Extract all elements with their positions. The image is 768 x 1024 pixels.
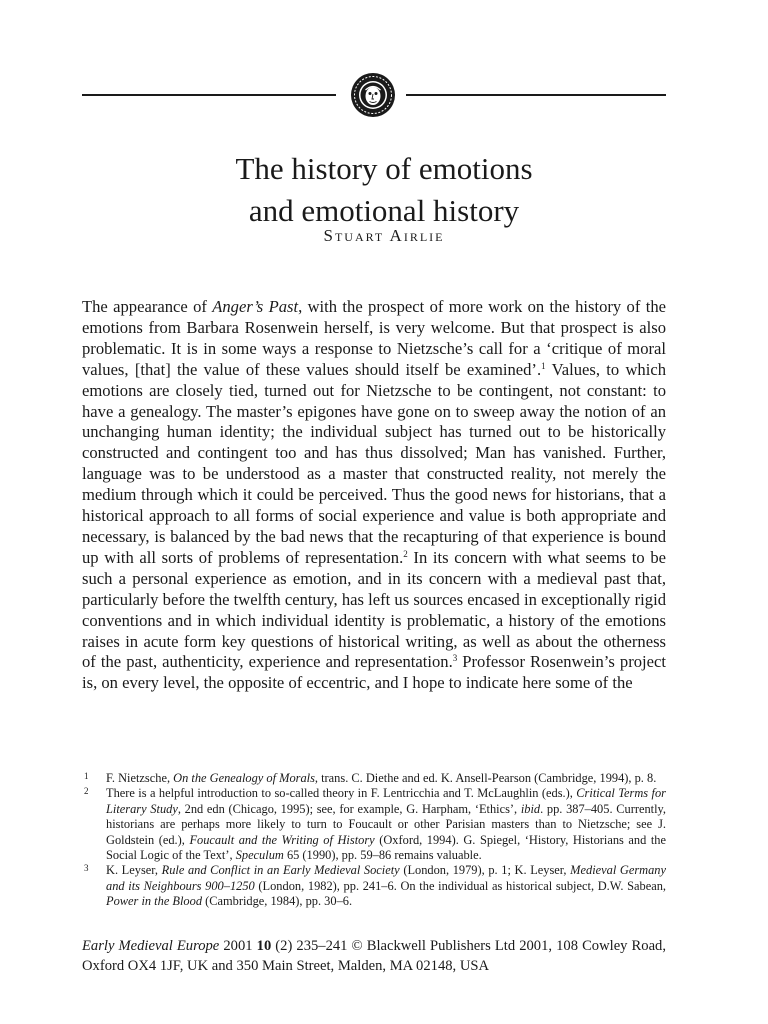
footnote-text: (Cambridge, 1984), pp. 30–6. (202, 894, 353, 909)
footnote-text: , trans. C. Diethe and ed. K. Ansell-Pearson (Cambridge, 1994), p. 8. (314, 771, 657, 785)
footnote-title: Power in the Blood (106, 894, 203, 909)
title-line-1: The history of emotions (235, 151, 533, 186)
book-title: Anger’s Past (212, 297, 299, 316)
journal-name: Early Medieval Europe (82, 938, 220, 954)
footnote-text: F. Nietzsche, (106, 771, 174, 785)
journal-citation (82, 936, 666, 976)
body-text-segment: , with the prospect of more work on the history of the emotions from Barbara Rosenwein herself, is very welcome. But that prospect is also problematic. It is in some ways a response to Nietzsche’s call for a ‘critique of moral values, [that] the value of these values should itself be examined’. (82, 297, 666, 379)
body-paragraph (82, 297, 666, 694)
journal-year: 2001 (219, 938, 257, 954)
footnote-2 (82, 786, 666, 863)
article-title (0, 148, 768, 232)
footnote-1 (82, 771, 666, 786)
footnote-title: ibid (520, 801, 541, 816)
body-text-segment: In its concern with what seems to be such a personal experience as emotion, and in its concern with a medieval past that, particularly before the twelfth century, has left us sources encased in exceptionally rigid conventions and in which individual identity is problematic, a history of the emotions raises in acute form key questions of historical writing, as well as about the otherness of the past, authenticity, experience and representation. (82, 547, 666, 672)
footnote-number: 1 (84, 771, 89, 781)
footnote-title: Foucault and the Writing of History (189, 832, 375, 847)
footnote-text: (Oxford, 1994). G. Spiegel, ‘History, Historians and the Social Logic of the Text’, (106, 832, 666, 863)
body-text-segment: The appearance of (82, 297, 213, 316)
journal-publisher: (2) 235–241 © Blackwell Publishers Ltd 2001, 108 Cowley Road, Oxford OX4 1JF, UK and 350 Main Street, Malden, MA 02148, USA (82, 938, 666, 974)
body-text-segment: Professor Rosenwein’s project is, on every level, the opposite of eccentric, and I hope to indicate here some of the (82, 652, 666, 693)
header-rule-left (82, 94, 336, 96)
footnote-number: 3 (84, 863, 89, 874)
footnote-title: Rule and Conflict in an Early Medieval Society (161, 863, 400, 878)
footnote-text: (London, 1979), p. 1; K. Leyser, (399, 863, 571, 878)
journal-volume: 10 (256, 938, 272, 954)
footnote-title: Speculum (235, 848, 284, 863)
footnote-text: 65 (1990), pp. 59–86 remains valuable. (283, 848, 482, 863)
footnote-number: 2 (84, 786, 89, 797)
footnote-title: On the Genealogy of Morals (173, 771, 315, 785)
footnote-text: , 2nd edn (Chicago, 1995); see, for example, G. Harpham, ‘Ethics’, (177, 801, 521, 816)
medallion-icon (350, 72, 396, 118)
footnote-title: Critical Terms for Literary Study (106, 786, 666, 816)
footnote-text: There is a helpful introduction to so-called theory in F. Lentricchia and T. McLaughlin (eds.), (106, 786, 577, 801)
footnotes (82, 771, 666, 910)
footnote-title: Medieval Germany and its Neighbours 900–1250 (106, 863, 667, 893)
title-line-2: and emotional history (248, 193, 520, 228)
footnote-ref-2[interactable]: 2 (403, 548, 408, 559)
footnote-text: . pp. 387–405. Currently, historians are perhaps more likely to turn to Foucault or other Parisian masters than to Nietzsche; see J. Goldstein (ed.), (106, 801, 667, 847)
footnote-text: K. Leyser, (106, 863, 162, 878)
body-text-segment: Values, to which emotions are closely tied, turned out for Nietzsche to be contingent, not constant: to have a genealogy. The master’s epigones have gone on to sweep away the notion of an unchanging human identity; the individual subject has turned out to be historically constructed and contingent too and has thus dissolved; Man has vanished. Further, language was to be understood as a master that constructed reality, not merely the medium through which it could be perceived. Thus the good news for historians, that a historical approach to all forms of social experience and value is both appropriate and necessary, is balanced by the bad news that the recapturing of that experience is bound up with all sorts of problems of representation. (82, 359, 667, 567)
footnote-ref-3[interactable]: 3 (452, 653, 458, 664)
header-rule-right (406, 94, 666, 96)
footnote-ref-1[interactable]: 1 (541, 360, 546, 371)
footnote-text: (London, 1982), pp. 241–6. On the individual as historical subject, D.W. Sabean, (254, 878, 666, 893)
author-name: Stuart Airlie (323, 226, 445, 245)
header-ornament (82, 72, 666, 118)
footnote-3 (82, 863, 666, 909)
